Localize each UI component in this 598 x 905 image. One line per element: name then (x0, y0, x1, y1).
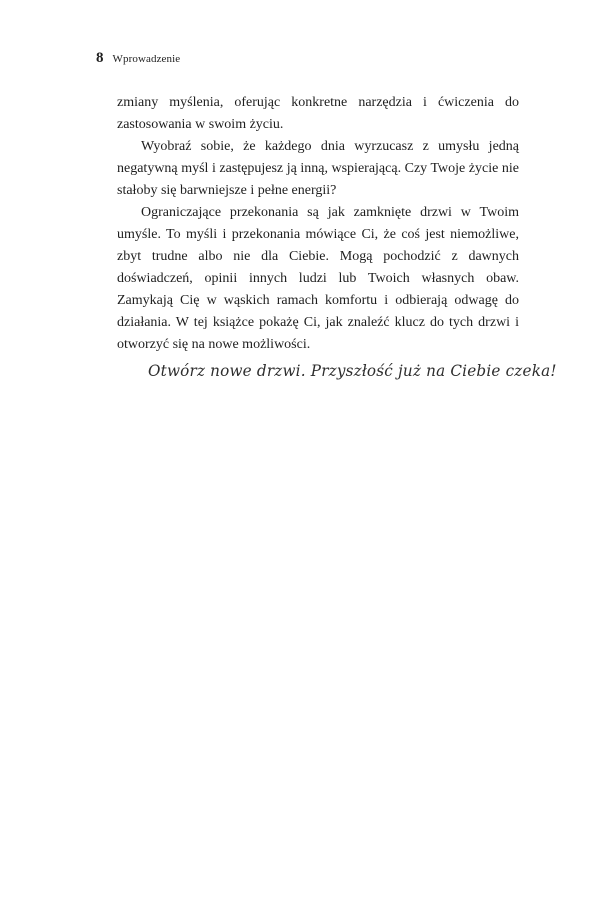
section-title: Wprowadzenie (112, 53, 181, 65)
closing-handwritten-line: Otwórz nowe drzwi. Przyszłość już na Ciebie czeka! (148, 362, 557, 380)
paragraph-imagine: Wyobraź sobie, że każdego dnia wyrzucasz z umysłu jedną negatywną myśl i zastępujesz ją inną, wspierającą. Czy Twoje życie nie stałoby się barwniejsze i pełne energii? (117, 139, 519, 198)
paragraph-continued: zmiany myślenia, oferując konkretne narzędzia i ćwiczenia do zastosowania w swoim życiu. (117, 95, 519, 132)
running-header (96, 50, 180, 70)
body-text (117, 92, 519, 356)
page-number: 8 (96, 50, 104, 66)
paragraph-limiting-beliefs: Ograniczające przekonania są jak zamknięte drzwi w Twoim umyśle. To myśli i przekonania mówiące Ci, że coś jest niemożliwe, zbyt trudne albo nie dla Ciebie. Mogą pochodzić z dawnych doświadczeń, opinii innych ludzi lub Twoich własnych obaw. Zamykają Cię w wąskich ramach komfortu i odbierają odwagę do działania. W tej książce pokażę Ci, jak znaleźć klucz do tych drzwi i otworzyć się na nowe możliwości. (117, 205, 519, 352)
